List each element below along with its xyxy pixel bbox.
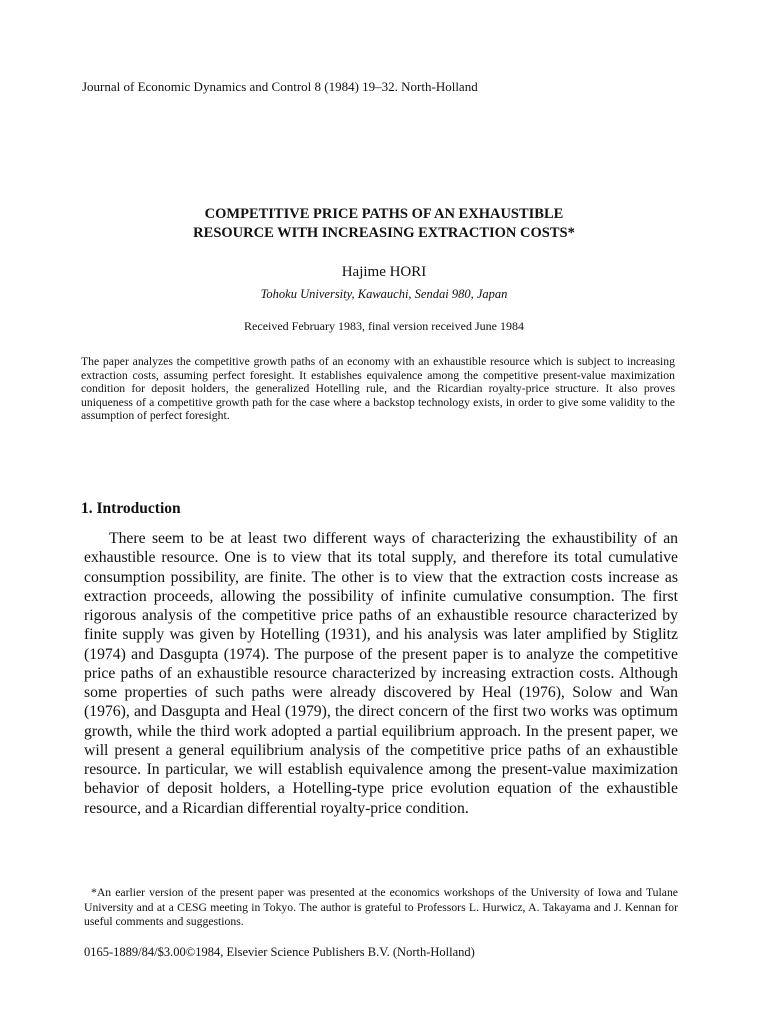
introduction-paragraph: There seem to be at least two different ways of characterizing the exhaustibility of an exhaustible resource. One is to view that its total supply, and therefore its total cumulative consumption possibility, are finite. The other is to view that the extraction costs increase as extraction proceeds, allowing the possibility of infinite cumulative consumption. The first rigorous analysis of the competitive price paths of an exhaustible resource characterized by finite supply was given by Hotelling (1931), and his analysis was later amplified by Stiglitz (1974) and Dasgupta (1974). The purpose of the present paper is to analyze the competitive price paths of an exhaustible resource characterized by increasing extraction costs. Although some properties of such paths were already discovered by Heal (1976), Solow and Wan (1976), and Dasgupta and Heal (1979), the direct concern of the first two works was optimum growth, while the third work adopted a partial equilibrium approach. In the present paper, we will present a general equilibrium analysis of the competitive price paths of an exhaustible resource. In particular, we will establish equivalence among the present-value maximization behavior of deposit holders, a Hotelling-type price evolution equation of the exhaustible resource, and a Ricardian differential royalty-price condition. [84, 530, 678, 817]
author-affiliation: Tohoku University, Kawauchi, Sendai 980, Japan [260, 287, 508, 301]
copyright-line: 0165-1889/84/$3.00©1984, Elsevier Science Publishers B.V. (North-Holland) [84, 945, 475, 959]
article-title [84, 205, 684, 243]
abstract: The paper analyzes the competitive growth paths of an economy with an exhaustible resource which is subject to increasing extraction costs, assuming perfect foresight. It establishes equivalence among the competitive present-value maximization condition for deposit holders, the generalized Hotelling rule, and the Ricardian royalty-price structure. It also proves uniqueness of a competitive growth path for the case where a backstop technology exists, in order to give some validity to the assumption of perfect foresight. [81, 355, 675, 422]
article-title-line-2: RESOURCE WITH INCREASING EXTRACTION COSTS* [193, 225, 575, 241]
received-dates: Received February 1983, final version received June 1984 [244, 319, 524, 333]
article-title-line-1: COMPETITIVE PRICE PATHS OF AN EXHAUSTIBLE [204, 206, 564, 222]
author-name: Hajime HORI [341, 264, 427, 280]
section-heading: 1. Introduction [81, 500, 181, 517]
journal-citation: Journal of Economic Dynamics and Control 8 (1984) 19–32. North-Holland [82, 79, 478, 94]
footnote: *An earlier version of the present paper was presented at the economics workshops of the University of Iowa and Tulane University and at a CESG meeting in Tokyo. The author is grateful to Professors L. Hurwicz, A. Takayama and J. Kennan for useful comments and suggestions. [84, 886, 678, 928]
